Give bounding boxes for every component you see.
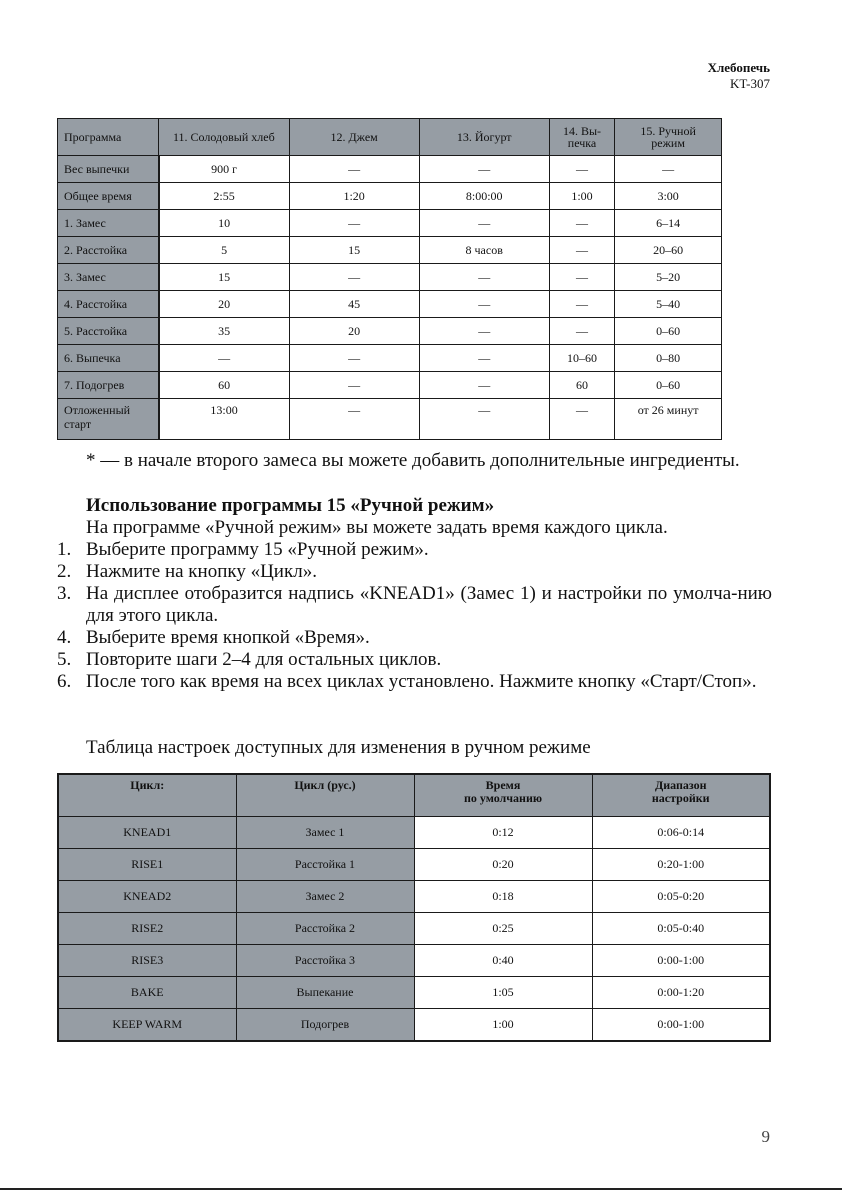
table-cell: 5–20 (615, 264, 722, 291)
table-cell: 20 (289, 318, 419, 345)
cycle-label: Расстойка 2 (236, 913, 414, 945)
table-cell: — (289, 264, 419, 291)
column-header: Диапазон настройки (592, 774, 770, 817)
table-cell: 60 (159, 372, 290, 399)
cycle-label: Расстойка 3 (236, 945, 414, 977)
table-cell: от 26 минут (615, 399, 722, 440)
row-label: 7. Подогрев (58, 372, 159, 399)
table-cell: 0:20-1:00 (592, 849, 770, 881)
cycle-label: Подогрев (236, 1009, 414, 1042)
column-header: 12. Джем (289, 119, 419, 156)
table-cell: 0:05-0:20 (592, 881, 770, 913)
cycle-label: KNEAD1 (58, 817, 236, 849)
row-label: Отложенный старт (58, 399, 159, 440)
table-cell: 0–80 (615, 345, 722, 372)
table-cell: 0:25 (414, 913, 592, 945)
table-row (58, 913, 770, 945)
cycle-label: Замес 1 (236, 817, 414, 849)
cycle-label: KNEAD2 (58, 881, 236, 913)
table-cell: — (549, 318, 614, 345)
table-cell: — (419, 399, 549, 440)
table-cell: 0:12 (414, 817, 592, 849)
table-header-row (58, 774, 770, 817)
table-cell: 0:20 (414, 849, 592, 881)
table-row (58, 945, 770, 977)
manual-mode-section (57, 495, 772, 693)
table-cell: 0:40 (414, 945, 592, 977)
table-cell: — (549, 237, 614, 264)
column-header: 14. Вы- печка (549, 119, 614, 156)
step-item (57, 649, 772, 671)
table-row (58, 237, 722, 264)
table-row (58, 817, 770, 849)
step-text: Повторите шаги 2–4 для остальных циклов. (86, 649, 442, 670)
table-row (58, 156, 722, 183)
table-cell: 20 (159, 291, 290, 318)
column-header: 13. Йогурт (419, 119, 549, 156)
table-row (58, 849, 770, 881)
table-cell: 2:55 (159, 183, 290, 210)
table-cell: — (159, 345, 290, 372)
table-cell: — (289, 210, 419, 237)
row-label: 5. Расстойка (58, 318, 159, 345)
table-cell: 1:00 (414, 1009, 592, 1042)
table-cell: — (549, 156, 614, 183)
table-cell: — (289, 372, 419, 399)
cycle-label: Выпекание (236, 977, 414, 1009)
table-cell: — (549, 399, 614, 440)
table-cell: 45 (289, 291, 419, 318)
cycle-label: KEEP WARM (58, 1009, 236, 1042)
step-text: Выберите время кнопкой «Время». (86, 627, 370, 648)
section-heading: Использование программы 15 «Ручной режим» (86, 495, 495, 516)
table-caption-wrap (57, 737, 772, 759)
manual-settings-table (57, 773, 771, 1042)
table-cell: 1:05 (414, 977, 592, 1009)
table-cell: 0:18 (414, 881, 592, 913)
step-text: Нажмите на кнопку «Цикл». (86, 561, 317, 582)
row-label: Вес выпечки (58, 156, 159, 183)
table-cell: — (419, 345, 549, 372)
row-label: 6. Выпечка (58, 345, 159, 372)
table-cell: — (419, 372, 549, 399)
table-cell: 0:05-0:40 (592, 913, 770, 945)
programs-table (57, 118, 722, 440)
table-cell: — (419, 210, 549, 237)
step-text: На дисплее отобразится надпись «KNEAD1» (Замес 1) и настройки по умолча-нию для этого цикла. (86, 583, 772, 626)
table-cell: 0:00-1:00 (592, 1009, 770, 1042)
step-number: 5. (57, 649, 72, 670)
table-cell: 3:00 (615, 183, 722, 210)
table-cell: 13:00 (159, 399, 290, 440)
step-text: После того как время на всех циклах установлено. Нажмите кнопку «Старт/Стоп». (86, 671, 757, 692)
table-cell: 15 (289, 237, 419, 264)
step-text: Выберите программу 15 «Ручной режим». (86, 539, 429, 560)
row-label: 4. Расстойка (58, 291, 159, 318)
page-header (708, 60, 770, 92)
table-cell: — (419, 264, 549, 291)
table-cell: 1:20 (289, 183, 419, 210)
table-row (58, 977, 770, 1009)
table-cell: 60 (549, 372, 614, 399)
table-cell: — (419, 291, 549, 318)
cycle-label: Замес 2 (236, 881, 414, 913)
table-cell: — (419, 318, 549, 345)
table-cell: 900 г (159, 156, 290, 183)
table-cell: 1:00 (549, 183, 614, 210)
row-label: 2. Расстойка (58, 237, 159, 264)
table-row (58, 264, 722, 291)
steps-list (57, 539, 772, 693)
column-header: Цикл: (58, 774, 236, 817)
table-cell: 15 (159, 264, 290, 291)
cycle-label: RISE2 (58, 913, 236, 945)
table-cell: 35 (159, 318, 290, 345)
page-number: 9 (761, 1127, 770, 1146)
row-label: 3. Замес (58, 264, 159, 291)
step-item (57, 583, 772, 627)
table-row (58, 318, 722, 345)
table-row (58, 183, 722, 210)
step-item (57, 627, 772, 649)
cycle-label: Расстойка 1 (236, 849, 414, 881)
cycle-label: BAKE (58, 977, 236, 1009)
table-cell: 0:00-1:00 (592, 945, 770, 977)
table-cell: 20–60 (615, 237, 722, 264)
product-title: Хлебопечь (707, 60, 770, 75)
step-number: 6. (57, 671, 72, 692)
table-cell: 10–60 (549, 345, 614, 372)
table-cell: 0–60 (615, 318, 722, 345)
cycle-label: RISE1 (58, 849, 236, 881)
bottom-rule (0, 1188, 842, 1190)
table-cell: — (289, 345, 419, 372)
table-cell: 0:00-1:20 (592, 977, 770, 1009)
table-caption: Таблица настроек доступных для изменения в ручном режиме (86, 737, 591, 758)
step-number: 4. (57, 627, 72, 648)
table-header-row (58, 119, 722, 156)
table-cell: 5 (159, 237, 290, 264)
step-item (57, 539, 772, 561)
table-cell: 10 (159, 210, 290, 237)
table-row (58, 881, 770, 913)
table-row (58, 345, 722, 372)
table-row (58, 1009, 770, 1042)
step-number: 2. (57, 561, 72, 582)
column-header: 11. Солодовый хлеб (159, 119, 290, 156)
step-item (57, 671, 772, 693)
table-cell: — (289, 399, 419, 440)
column-header: Программа (58, 119, 159, 156)
cycle-label: RISE3 (58, 945, 236, 977)
table-cell: — (419, 156, 549, 183)
table-row (58, 399, 722, 440)
table-cell: 8 часов (419, 237, 549, 264)
table-cell: — (289, 156, 419, 183)
column-header: Цикл (рус.) (236, 774, 414, 817)
row-label: 1. Замес (58, 210, 159, 237)
table-cell: — (549, 291, 614, 318)
table-cell: 6–14 (615, 210, 722, 237)
footnote: * — в начале второго замеса вы можете добавить дополнительные ингредиенты. (86, 450, 740, 471)
table-cell: — (615, 156, 722, 183)
model-number: KT-307 (730, 76, 770, 91)
table-cell: — (549, 210, 614, 237)
step-item (57, 561, 772, 583)
column-header: 15. Ручной режим (615, 119, 722, 156)
table-row (58, 372, 722, 399)
table-cell: 5–40 (615, 291, 722, 318)
column-header: Время по умолчанию (414, 774, 592, 817)
table-cell: 0:06-0:14 (592, 817, 770, 849)
step-number: 3. (57, 583, 72, 604)
table-row (58, 291, 722, 318)
table-cell: 8:00:00 (419, 183, 549, 210)
step-number: 1. (57, 539, 72, 560)
table-cell: 0–60 (615, 372, 722, 399)
table-cell: — (549, 264, 614, 291)
section-intro: На программе «Ручной режим» вы можете задать время каждого цикла. (86, 517, 668, 538)
table-row (58, 210, 722, 237)
row-label: Общее время (58, 183, 159, 210)
